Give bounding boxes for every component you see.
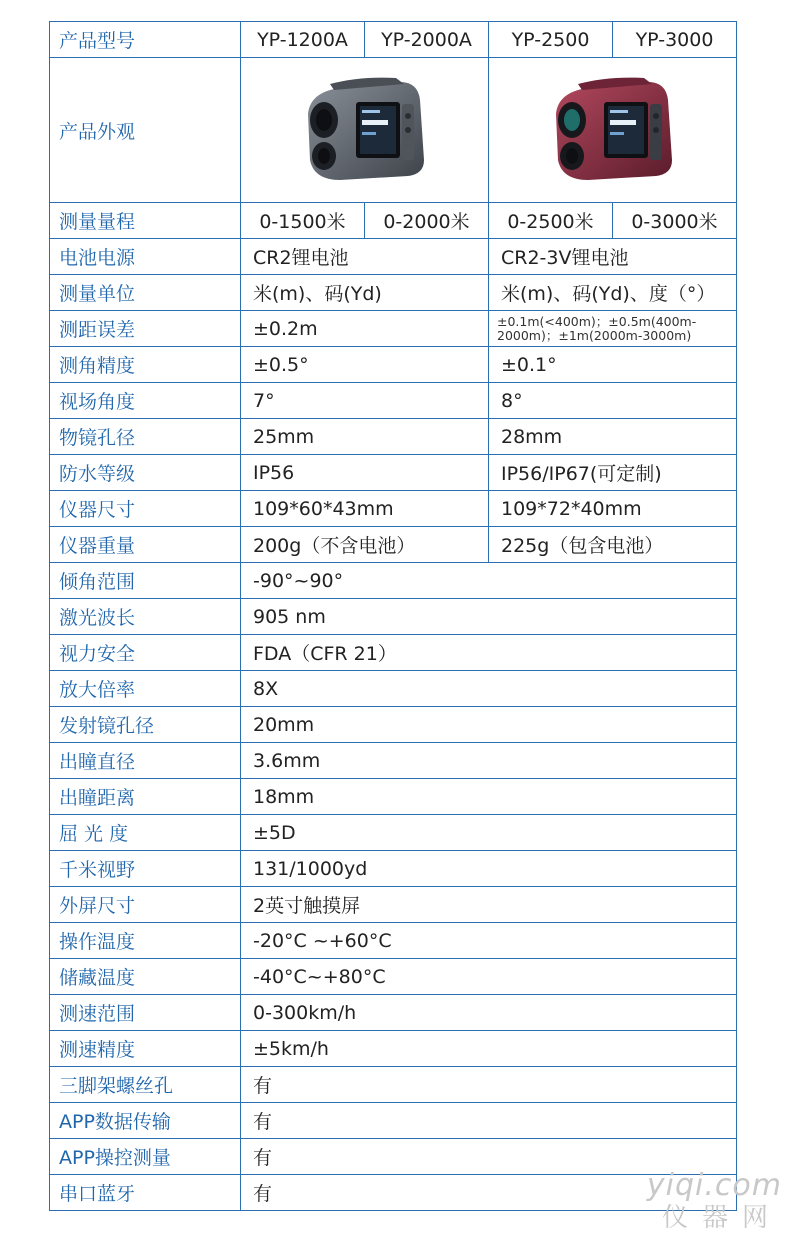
value-cell-b: 8° [489,383,737,419]
value-cell: 有 [241,1175,737,1211]
spec-row [50,455,737,491]
value-cell: 3.6mm [241,743,737,779]
value-cell-a: 25mm [241,419,489,455]
spec-row [50,1175,737,1211]
row-label: 测速范围 [50,995,241,1031]
spec-row [50,491,737,527]
row-label: 测角精度 [50,347,241,383]
value-cell: 905 nm [241,599,737,635]
spec-row [50,743,737,779]
spec-row [50,1103,737,1139]
range-cell: 0-2500米 [489,203,613,239]
row-label: APP操控测量 [50,1139,241,1175]
model-cell: YP-2000A [365,22,489,58]
row-label: 激光波长 [50,599,241,635]
value-cell-b: IP56/IP67(可定制) [489,455,737,491]
row-label: 屈 光 度 [50,815,241,851]
row-label: 产品型号 [50,22,241,58]
row-label: 测量量程 [50,203,241,239]
value-cell-a: ±0.5° [241,347,489,383]
appearance-row [50,58,737,203]
value-cell-b: CR2-3V锂电池 [489,239,737,275]
range-row [50,203,737,239]
spec-row [50,275,737,311]
value-cell: ±5D [241,815,737,851]
value-cell: 18mm [241,779,737,815]
value-cell: -90°~90° [241,563,737,599]
spec-row [50,1139,737,1175]
row-label: 倾角范围 [50,563,241,599]
value-cell: 131/1000yd [241,851,737,887]
row-label: 串口蓝牙 [50,1175,241,1211]
value-cell-b: 28mm [489,419,737,455]
spec-row [50,923,737,959]
rangefinder-red-icon [548,74,678,186]
row-label: 储藏温度 [50,959,241,995]
row-label: 千米视野 [50,851,241,887]
row-label: 出瞳直径 [50,743,241,779]
value-cell-a: 7° [241,383,489,419]
model-cell: YP-1200A [241,22,365,58]
spec-row [50,1067,737,1103]
row-label: 产品外观 [50,58,241,203]
range-cell: 0-1500米 [241,203,365,239]
watermark-text: 仪器网 [661,1203,782,1233]
model-row [50,22,737,58]
row-label: 出瞳距离 [50,779,241,815]
spec-table [49,21,737,1211]
value-cell: 有 [241,1139,737,1175]
spec-row [50,1031,737,1067]
row-label: 外屏尺寸 [50,887,241,923]
value-cell-a: ±0.2m [241,311,489,347]
spec-row [50,419,737,455]
row-label: 操作温度 [50,923,241,959]
value-cell-a: CR2锂电池 [241,239,489,275]
spec-row [50,959,737,995]
spec-row [50,779,737,815]
rangefinder-gray-icon [300,74,430,186]
spec-row [50,995,737,1031]
spec-row [50,599,737,635]
value-cell: 有 [241,1103,737,1139]
row-label: 放大倍率 [50,671,241,707]
row-label: 防水等级 [50,455,241,491]
value-cell-a: IP56 [241,455,489,491]
row-label: 三脚架螺丝孔 [50,1067,241,1103]
spec-row [50,635,737,671]
value-cell: 8X [241,671,737,707]
row-label: 发射镜孔径 [50,707,241,743]
device-a-image [241,58,489,203]
value-cell: -20°C ~+60°C [241,923,737,959]
spec-row [50,527,737,563]
range-cell: 0-2000米 [365,203,489,239]
value-cell-b: ±0.1m(<400m)；±0.5m(400m-2000m)；±1m(2000m-3000m) [489,311,737,347]
spec-row [50,347,737,383]
value-cell-b: 109*72*40mm [489,491,737,527]
value-cell: -40°C~+80°C [241,959,737,995]
row-label: 视场角度 [50,383,241,419]
value-cell-b: 225g（包含电池） [489,527,737,563]
value-cell: 有 [241,1067,737,1103]
value-cell-b: ±0.1° [489,347,737,383]
spec-row [50,707,737,743]
row-label: 仪器尺寸 [50,491,241,527]
row-label: APP数据传输 [50,1103,241,1139]
spec-row [50,239,737,275]
row-label: 测速精度 [50,1031,241,1067]
device-b-image [489,58,737,203]
spec-row [50,815,737,851]
value-cell-b: 米(m)、码(Yd)、度（°） [489,275,737,311]
value-cell-a: 200g（不含电池） [241,527,489,563]
spec-row [50,851,737,887]
model-cell: YP-2500 [489,22,613,58]
row-label: 物镜孔径 [50,419,241,455]
row-label: 测距误差 [50,311,241,347]
spec-row [50,383,737,419]
value-cell: FDA（CFR 21） [241,635,737,671]
spec-row [50,311,737,347]
value-cell: 2英寸触摸屏 [241,887,737,923]
value-cell: 20mm [241,707,737,743]
value-cell-a: 米(m)、码(Yd) [241,275,489,311]
spec-row [50,671,737,707]
row-label: 视力安全 [50,635,241,671]
value-cell: ±5km/h [241,1031,737,1067]
row-label: 电池电源 [50,239,241,275]
row-label: 测量单位 [50,275,241,311]
range-cell: 0-3000米 [613,203,737,239]
value-cell: 0-300km/h [241,995,737,1031]
row-label: 仪器重量 [50,527,241,563]
watermark [647,1168,782,1234]
spec-row [50,887,737,923]
spec-row [50,563,737,599]
watermark-text: yiqi.com [646,1168,782,1203]
value-cell-a: 109*60*43mm [241,491,489,527]
model-cell: YP-3000 [613,22,737,58]
